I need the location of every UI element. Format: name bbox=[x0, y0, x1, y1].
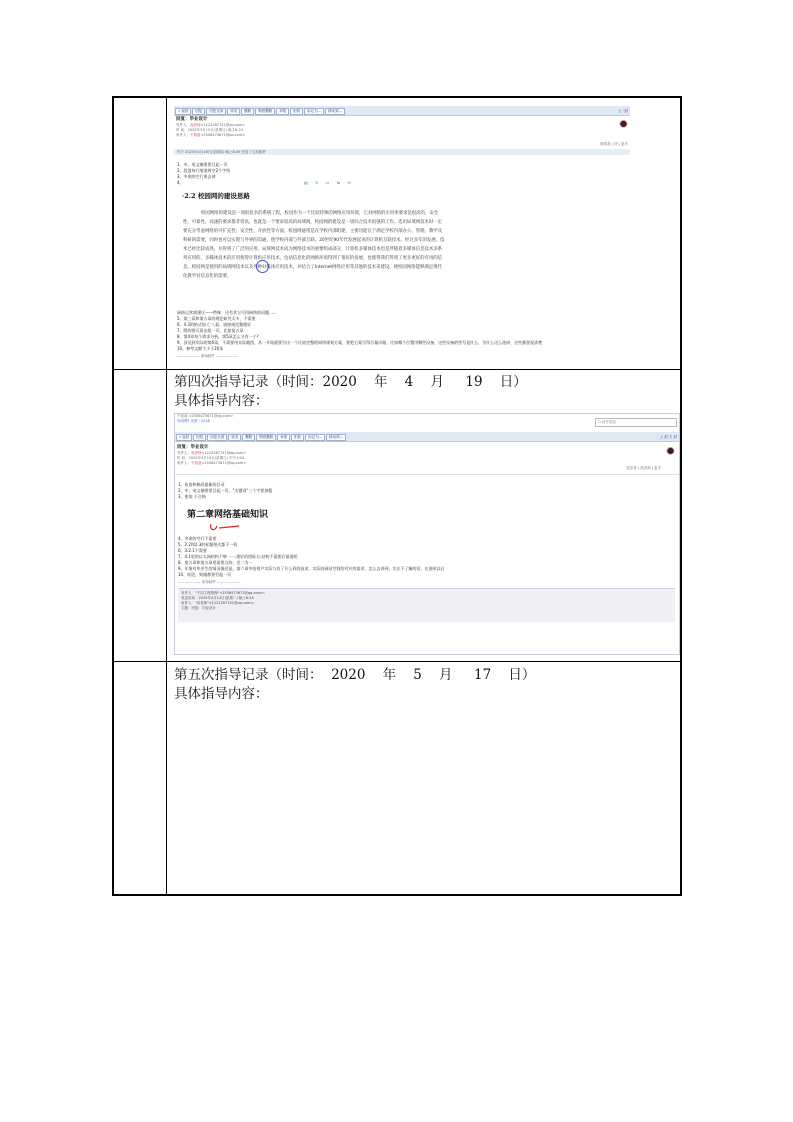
record-4-header: 第四次指导记录（时间：2020 年 4 月 19 日） bbox=[174, 374, 527, 390]
email-screenshot-2 bbox=[174, 413, 680, 655]
permanent-delete-button[interactable]: 彻底删除 bbox=[256, 434, 276, 441]
email-pager[interactable]: 上一封 bbox=[617, 109, 628, 113]
red-annotation-mark bbox=[205, 522, 245, 534]
move-to-button[interactable]: 移动到... bbox=[325, 108, 345, 115]
annotation-circle bbox=[256, 260, 269, 273]
sender-avatar bbox=[619, 120, 628, 131]
email-time: 时 间：2020年3月15日(星期日) 晚上8:24 bbox=[176, 128, 243, 132]
reply-button[interactable]: 回复 bbox=[193, 434, 206, 441]
doc-section-heading: ·2.2 校园网的建设思路 bbox=[182, 192, 250, 200]
email-time: 时 间：2020年4月19日(星期日) 中午1:04 bbox=[177, 456, 244, 460]
doc-paragraph: 校园网络的建设是一项很复杂的系统工程，校园作为一个比较特殊的网络应用环境，它对网络的实用率要求是很高的，安全性、可靠性、高速的要求都非常高，也就是一个要求较高的局域网，校园网的建设是一项综合技术很强的工作。选用局域网技术时一定要充分考虑网络的可扩充性、安全性、开放性等方面，校园网通常是在学校内部组建，主要功能在于满足学校内部办公、管理、教学及科研的需要，同时也可以实现与外界的沟通，使学校内部与外部互联。20世纪90年代发展起来的计算机互联技术，经过多年的发展，技术已经比较成熟，并得到了广泛的应用。局域网技术成为网络技术的重要组成部分，计算机多媒体技术也是伴随着多媒体信息技术多系列应用的，多媒体技术的应用使得计算机应用技术，包括信息化的网络环境得到了很好的发展，也使得我们得到了更多更好的有用的信息。校园网是使用的局域网技术以及各种对媒体应用技术，并结合了Internet网络应用等其他的技术来建设，使校园网络能够满足现代化教学对信息化的需要。 bbox=[183, 211, 445, 279]
list-item: 4、多余的空行不需要 bbox=[178, 536, 217, 541]
list-item: 10、参考文献不少于20条 bbox=[177, 346, 224, 351]
email-subject: 回复：毕业设计 bbox=[176, 117, 208, 122]
forward-button[interactable]: 转发 bbox=[227, 108, 240, 115]
reply-button[interactable]: 回复 bbox=[192, 108, 205, 115]
email-screenshot-1 bbox=[174, 106, 630, 364]
table-row-divider bbox=[114, 661, 680, 662]
list-item: 6、3.2.1不需要 bbox=[178, 548, 207, 553]
record-5-content-label: 具体指导内容： bbox=[174, 686, 269, 702]
top-sender: 不知道 <2558473671@qq.com> bbox=[177, 414, 234, 418]
list-item: 10、结论、致谢都要另起一页 bbox=[178, 572, 232, 577]
quote-time: 发送时间：2020年4月14日(星期二) 晚上8:45 bbox=[181, 596, 254, 600]
email-toolbar bbox=[175, 432, 679, 442]
list-item: 8、第4章每个需求分析，第5章怎么又有一个? bbox=[177, 334, 259, 339]
list-item: 7、4.1里的以太网结构不够一一,建好的图标方,结构不需要后面说明 bbox=[178, 554, 298, 559]
reject-button[interactable]: 拒收 bbox=[291, 434, 304, 441]
list-item: 8、第五章和第五章里面要点的，会二为一 bbox=[178, 560, 253, 565]
reply-all-button[interactable]: 回复全部 bbox=[207, 434, 227, 441]
email-header bbox=[177, 445, 677, 466]
email-to: 收件人：不知道<2558473671@qq.com> bbox=[177, 461, 247, 465]
list-item: 1、中、英文摘要要目起一页 bbox=[177, 162, 228, 167]
original-mail-separator: ------------------ 原始邮件 ------------------ bbox=[177, 354, 239, 358]
original-mail-separator: ------------------ 原始邮件 ------------------ bbox=[178, 580, 240, 584]
email-subject: 回复：毕业设计 bbox=[177, 445, 209, 450]
list-item: 7、附的图可看出组一页，比如第五章 bbox=[177, 328, 244, 333]
list-item: 6、4.3的格式如 仁八看，请按规范整理好 bbox=[177, 322, 252, 327]
list-item: 3、多余的空行要去掉 bbox=[177, 174, 216, 179]
table-column-divider bbox=[166, 98, 167, 894]
header-divider bbox=[175, 474, 679, 475]
list-item: 3、要加 不合格 bbox=[178, 494, 206, 499]
quote-subject: 主题：回复：毕业设计 bbox=[181, 606, 216, 610]
record-5-header: 第五次指导记录（时间： 2020 年 5 月 17 日） bbox=[174, 667, 536, 683]
record-row-3 bbox=[168, 102, 678, 367]
list-item: 2、中、英文摘要要目起一页，"关键词"三个字要加粗 bbox=[178, 488, 273, 493]
list-item: 9、涉及到实际的第6章，不需要用实际截图，从一开始就要写出一个比较完整的网络规划方案，要把方案写得尽量详细，比如哪个位置用哪些设备，这些设备的型号是什么，为什么这么选择，这些都要说清楚 bbox=[177, 340, 543, 345]
list-item: 2、段落每行缩进两空2个字符 bbox=[177, 168, 231, 173]
email-to: 收件人：不知道<2558473671@qq.com> bbox=[176, 133, 246, 137]
mark-as-button[interactable]: 标记为... bbox=[305, 434, 325, 441]
quote-from: 发件人："不同工程管理"<2558473671@qq.com>; bbox=[181, 591, 266, 595]
list-item: 1、检查和修改最新的目录 bbox=[178, 482, 225, 487]
reply-notice-bar: 你于 2020年4月16日(星期四) 晚上8:49 回复了这封邮件 bbox=[174, 149, 630, 155]
email-right-links[interactable]: 联系我 | 伊 | 更多 bbox=[600, 142, 628, 146]
record-row-5 bbox=[168, 663, 678, 894]
quoted-original-mail bbox=[178, 588, 675, 622]
sender-avatar bbox=[666, 447, 675, 458]
guidance-record-table bbox=[112, 96, 682, 896]
list-item: 4、 bbox=[177, 180, 184, 185]
report-button[interactable]: 举报 bbox=[277, 434, 290, 441]
doc-toolbar-icons[interactable]: ▤ ✕ ▭ ⇆ ⟲ bbox=[304, 180, 354, 185]
report-button[interactable]: 举报 bbox=[276, 108, 289, 115]
back-button[interactable]: « 返回 bbox=[176, 434, 192, 441]
quote-to: 收件人："高老师"<1222267741@qq.com>; bbox=[181, 601, 255, 605]
delete-button[interactable]: 删除 bbox=[242, 434, 255, 441]
record-row-4 bbox=[168, 371, 678, 659]
forward-button[interactable]: 转发 bbox=[228, 434, 241, 441]
mail-search-input[interactable]: Q 邮件搜索 bbox=[595, 418, 677, 427]
permanent-delete-button[interactable]: 彻底删除 bbox=[255, 108, 275, 115]
mark-as-button[interactable]: 标记为... bbox=[304, 108, 324, 115]
list-item: 网络运营商建议——特殊：还有其它可用网络的问题...... bbox=[177, 310, 277, 315]
list-item: 9、年鉴对毕业生的情况描述是，第六章中的用户实际与有了什么样的技术，实际的网站空间的对应的需求，怎么去讲到，实在不了解的话，在说明以后 bbox=[178, 566, 445, 571]
reject-button[interactable]: 拒收 bbox=[290, 108, 303, 115]
delete-button[interactable]: 删除 bbox=[241, 108, 254, 115]
list-item: 5、第三章和第五章的理论研究太多，不需要 bbox=[177, 316, 256, 321]
email-from: 发件人：高老师<1222267741@qq.com> bbox=[176, 123, 246, 127]
doc-chapter-heading: 第二章网络基础知识 bbox=[187, 510, 269, 520]
email-header bbox=[176, 117, 628, 138]
email-toolbar bbox=[174, 106, 630, 116]
email-right-links[interactable]: 发信者 | 高老师 | 更多 bbox=[626, 466, 661, 470]
top-note: 好明嘿? 出图 : 2018 bbox=[177, 419, 210, 423]
reply-all-button[interactable]: 回复全部 bbox=[206, 108, 226, 115]
table-row-divider bbox=[114, 369, 680, 370]
record-4-content-label: 具体指导内容： bbox=[174, 393, 269, 409]
list-item: 5、2.2和2.3的标题格式都不一致 bbox=[178, 542, 238, 547]
back-button[interactable]: « 返回 bbox=[175, 108, 191, 115]
move-to-button[interactable]: 移动到... bbox=[326, 434, 346, 441]
email-from: 发件人：高老师<1222267741@qq.com> bbox=[177, 451, 247, 455]
email-pager[interactable]: 上 封 下 封 bbox=[659, 435, 677, 439]
